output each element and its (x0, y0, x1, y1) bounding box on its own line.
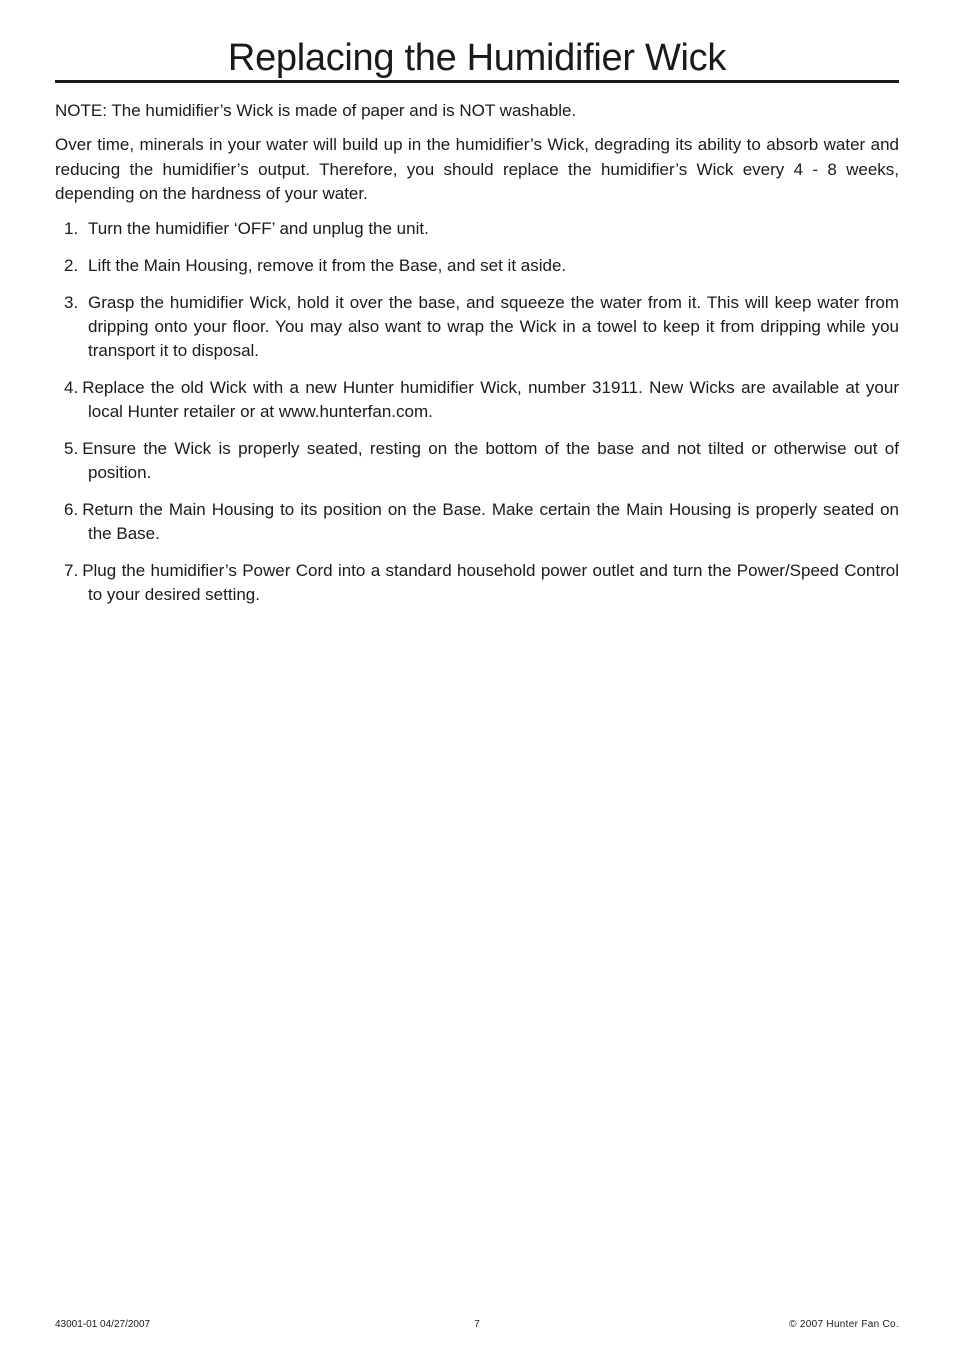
step-text: Replace the old Wick with a new Hunter humidifier Wick, number 31911. New Wicks are available at your local Hunter retailer or at www.hunterfan.com. (82, 377, 899, 421)
step-7 (55, 559, 899, 607)
step-number: 1. (64, 218, 79, 238)
step-1 (55, 217, 899, 241)
step-2 (55, 254, 899, 278)
page-title: Replacing the Humidifier Wick (227, 37, 727, 79)
step-6 (55, 498, 899, 546)
steps-list (55, 217, 899, 607)
step-5 (55, 437, 899, 485)
step-number: 2. (64, 255, 79, 275)
step-3 (55, 291, 899, 363)
step-number: 4. (64, 377, 79, 397)
page (55, 0, 899, 620)
step-number: 6. (64, 499, 79, 519)
intro-paragraph: Over time, minerals in your water will build up in the humidifier’s Wick, degrading its ability to absorb water and reducing the humidifier’s output. Therefore, you should replace the humidifier’s Wick every 4 - 8 weeks, depending on the hardness of your water. (55, 135, 899, 203)
step-text: Return the Main Housing to its position on the Base. Make certain the Main Housing is properly seated on the Base. (82, 499, 899, 543)
step-text: Grasp the humidifier Wick, hold it over the base, and squeeze the water from it. This will keep water from dripping onto your floor. You may also want to wrap the Wick in a towel to keep it from dripping while you transport it to disposal. (88, 292, 899, 360)
step-text: Turn the humidifier ‘OFF’ and unplug the unit. (88, 218, 429, 238)
step-number: 3. (64, 292, 79, 312)
step-text: Ensure the Wick is properly seated, resting on the bottom of the base and not tilted or otherwise out of position. (82, 438, 899, 482)
note-paragraph: NOTE: The humidifier’s Wick is made of paper and is NOT washable. (55, 101, 577, 120)
step-4 (55, 376, 899, 424)
doc-code: 43001-01 04/27/2007 (55, 1319, 151, 1330)
page-number: 7 (474, 1319, 480, 1330)
step-number: 7. (64, 560, 79, 580)
copyright: © 2007 Hunter Fan Co. (789, 1319, 899, 1330)
step-number: 5. (64, 438, 79, 458)
step-text: Plug the humidifier’s Power Cord into a standard household power outlet and turn the Power/Speed Control to your desired setting. (82, 560, 899, 604)
title-rule (55, 0, 899, 83)
step-text: Lift the Main Housing, remove it from the Base, and set it aside. (88, 255, 567, 275)
